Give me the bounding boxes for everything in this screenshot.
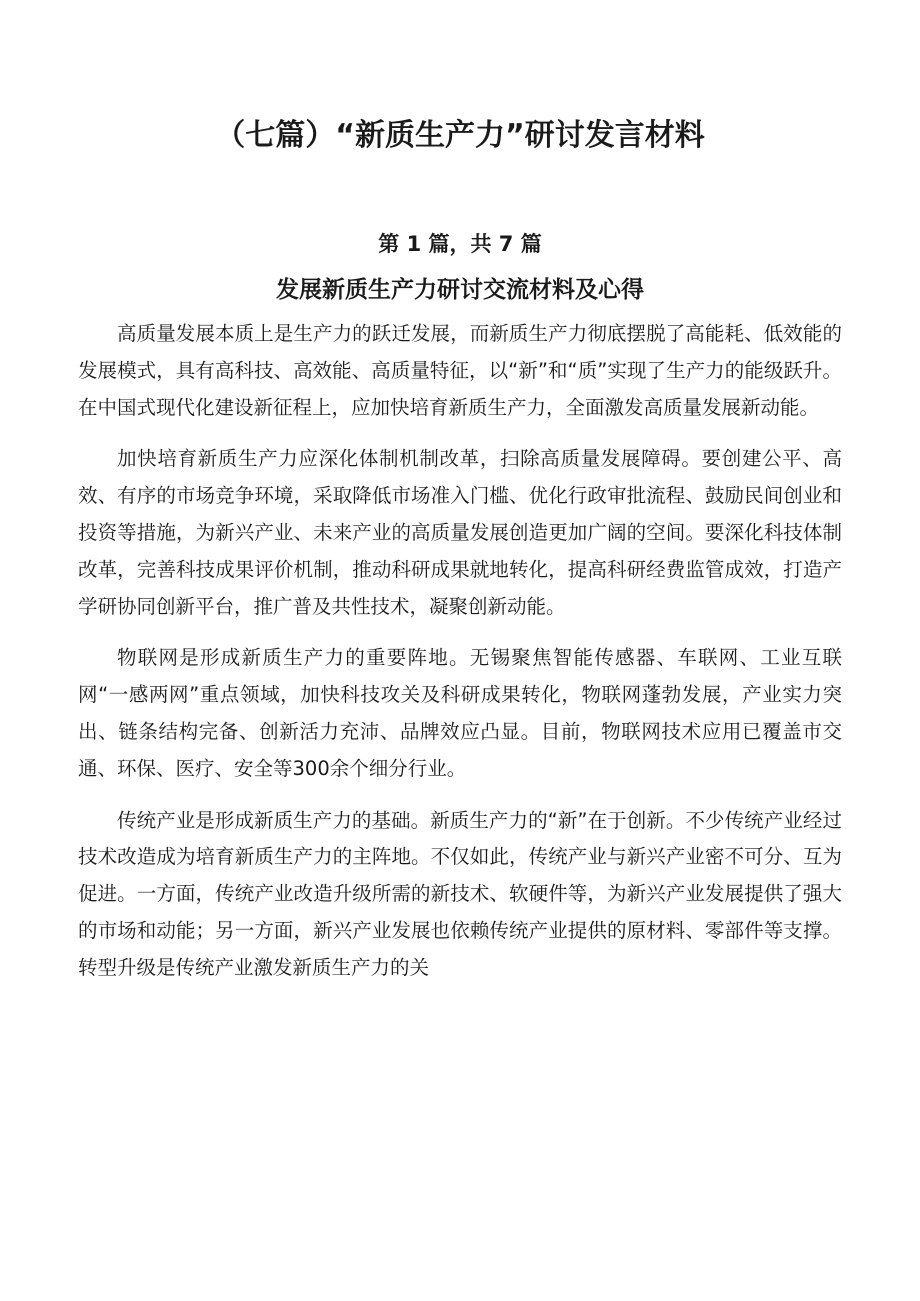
section-count: 第 1 篇，共 7 篇 (378, 232, 542, 256)
paragraph-2: 加快培育新质生产力应深化体制机制改革，扫除高质量发展障碍。要创建公平、高效、有序的市场竞争环境，采取降低市场准入门槛、优化行政审批流程、鼓励民间创业和投资等措施，为新兴产业、未来产业的高质量发展创造更加广阔的空间。要深化科技体制改革，完善科技成果评价机制，推动科研成果就地转化，提高科研经费监管成效，打造产学研协同创新平台，推广普及共性技术，凝聚创新动能。 (78, 447, 842, 618)
body-text (78, 316, 842, 1002)
document-title: （七篇）“新质生产力”研讨发言材料 (215, 118, 705, 153)
paragraph-1: 高质量发展本质上是生产力的跃迁发展，而新质生产力彻底摆脱了高能耗、低效能的发展模式，具有高科技、高效能、高质量特征，以“新”和“质”实现了生产力的能级跃升。在中国式现代化建设新征程上，应加快培育新质生产力，全面激发高质量发展新动能。 (78, 322, 842, 419)
section-title: 发展新质生产力研讨交流材料及心得 (276, 277, 644, 303)
paragraph-3: 物联网是形成新质生产力的重要阵地。无锡聚焦智能传感器、车联网、工业互联网“一感两网”重点领域，加快科技攻关及科研成果转化，物联网蓬勃发展，产业实力突出、链条结构完备、创新活力充沛、品牌效应凸显。目前，物联网技术应用已覆盖市交通、环保、医疗、安全等300余个细分行业。 (78, 646, 842, 780)
paragraph-4: 传统产业是形成新质生产力的基础。新质生产力的“新”在于创新。不少传统产业经过技术改造成为培育新质生产力的主阵地。不仅如此，传统产业与新兴产业密不可分、互为促进。一方面，传统产业改造升级所需的新技术、软硬件等，为新兴产业发展提供了强大的市场和动能；另一方面，新兴产业发展也依赖传统产业提供的原材料、零部件等支撑。转型升级是传统产业激发新质生产力的关 (78, 808, 842, 979)
